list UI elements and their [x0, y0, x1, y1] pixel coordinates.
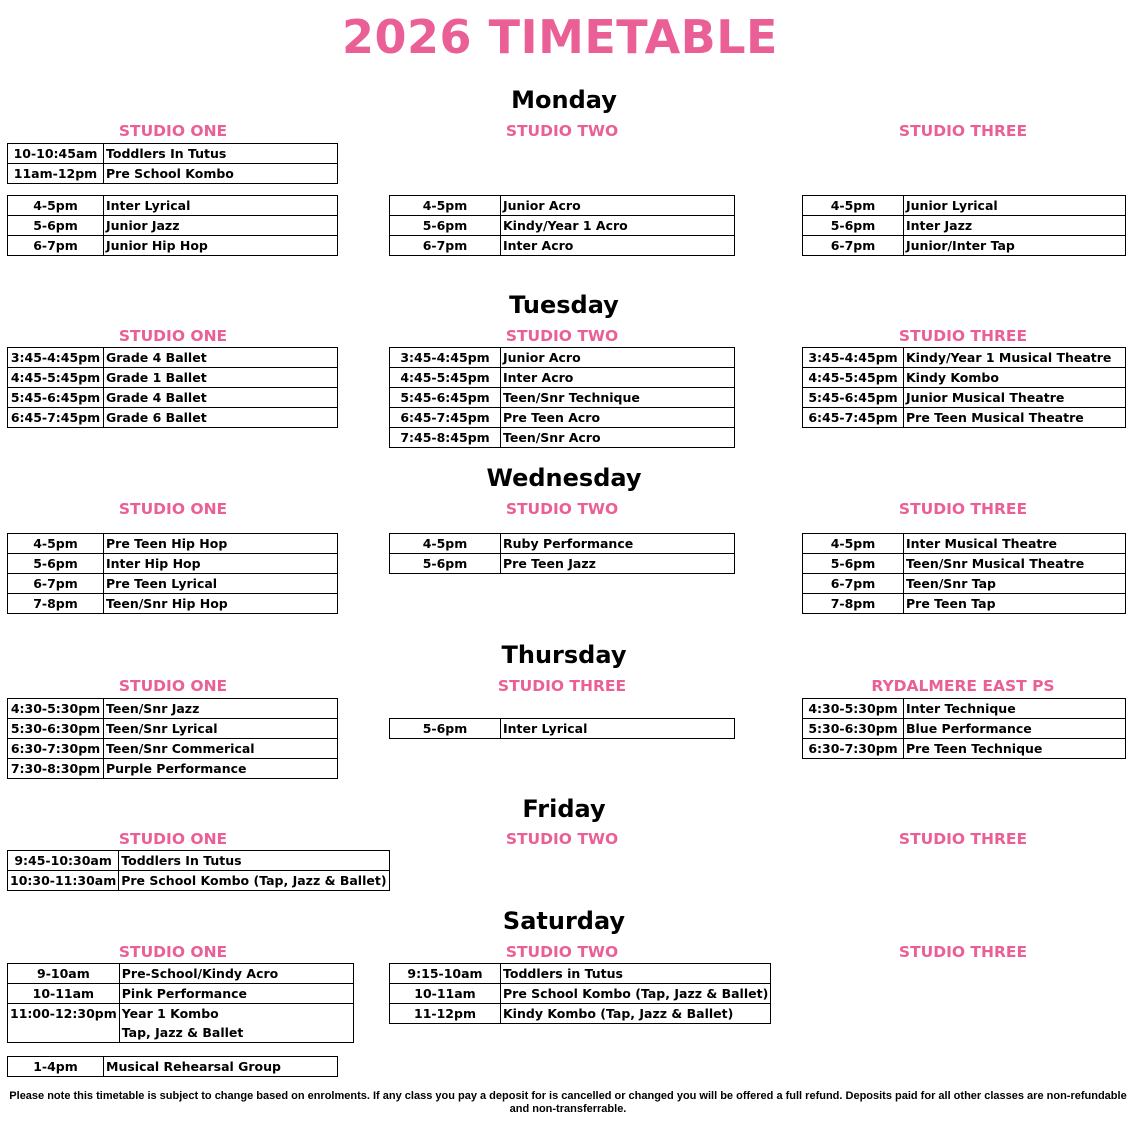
studio-heading: STUDIO TWO — [505, 830, 619, 848]
class-name: Kindy/Year 1 Acro — [501, 216, 735, 236]
class-name: Inter Acro — [501, 368, 735, 388]
day-heading-friday: Friday — [522, 795, 606, 823]
table-row — [8, 196, 338, 216]
table-row — [8, 164, 338, 184]
class-name: Pre Teen Hip Hop — [104, 534, 338, 554]
class-time: 4:30-5:30pm — [803, 699, 904, 719]
day-heading-tuesday: Tuesday — [509, 291, 619, 319]
day-heading-monday: Monday — [511, 86, 617, 114]
class-time: 6-7pm — [803, 236, 904, 256]
class-name: Pre School Kombo (Tap, Jazz & Ballet) — [501, 984, 771, 1004]
table-row — [803, 388, 1126, 408]
class-name: Toddlers In Tutus — [104, 144, 338, 164]
class-name: Pre-School/Kindy Acro — [119, 964, 353, 984]
class-time: 3:45-4:45pm — [390, 348, 501, 368]
class-time: 5-6pm — [390, 554, 501, 574]
table-row — [803, 348, 1126, 368]
class-time: 5-6pm — [390, 216, 501, 236]
class-time: 6:45-7:45pm — [390, 408, 501, 428]
table-row — [390, 368, 735, 388]
class-time: 4:30-5:30pm — [8, 699, 104, 719]
class-time: 5-6pm — [8, 216, 104, 236]
class-name: Pre Teen Lyrical — [104, 574, 338, 594]
class-name: Teen/Snr Hip Hop — [104, 594, 338, 614]
class-time: 6-7pm — [8, 574, 104, 594]
table-row — [803, 554, 1126, 574]
class-time: 5-6pm — [803, 216, 904, 236]
class-time: 9:15-10am — [390, 964, 501, 984]
class-time: 6:30-7:30pm — [8, 739, 104, 759]
table-row — [8, 851, 390, 871]
table-row — [390, 388, 735, 408]
schedule-table — [389, 963, 771, 1024]
class-name: Toddlers in Tutus — [501, 964, 771, 984]
table-row — [390, 534, 735, 554]
class-name: Toddlers In Tutus — [119, 851, 389, 871]
table-row — [390, 428, 735, 448]
studio-heading: STUDIO TWO — [505, 327, 619, 345]
class-name: Inter Hip Hop — [104, 554, 338, 574]
table-row — [8, 594, 338, 614]
class-name: Junior/Inter Tap — [904, 236, 1126, 256]
table-row — [390, 216, 735, 236]
table-row — [8, 719, 338, 739]
table-row — [8, 871, 390, 891]
table-row — [803, 534, 1126, 554]
class-name: Grade 6 Ballet — [104, 408, 338, 428]
class-time: 7:45-8:45pm — [390, 428, 501, 448]
class-time: 10-11am — [390, 984, 501, 1004]
table-row — [390, 554, 735, 574]
class-time: 5:45-6:45pm — [390, 388, 501, 408]
class-name: Teen/Snr Commerical — [104, 739, 338, 759]
studio-heading: STUDIO ONE — [118, 500, 228, 518]
schedule-table — [389, 195, 735, 256]
schedule-table — [7, 698, 338, 779]
class-time: 5-6pm — [803, 554, 904, 574]
class-name: Pre Teen Technique — [904, 739, 1126, 759]
class-time: 7-8pm — [803, 594, 904, 614]
table-row — [803, 719, 1126, 739]
schedule-table — [7, 533, 338, 614]
class-name: Kindy/Year 1 Musical Theatre — [904, 348, 1126, 368]
class-time: 4:45-5:45pm — [8, 368, 104, 388]
class-time: 6-7pm — [8, 236, 104, 256]
table-row — [8, 368, 338, 388]
class-time: 10-10:45am — [8, 144, 104, 164]
class-name: Teen/Snr Tap — [904, 574, 1126, 594]
schedule-table — [802, 698, 1126, 759]
class-time: 4-5pm — [390, 534, 501, 554]
class-name: Purple Performance — [104, 759, 338, 779]
schedule-table — [802, 347, 1126, 428]
class-name: Junior Acro — [501, 348, 735, 368]
studio-heading: RYDALMERE EAST PS — [871, 677, 1055, 695]
schedule-table — [7, 963, 354, 1043]
class-name: Pre Teen Jazz — [501, 554, 735, 574]
table-row — [8, 554, 338, 574]
class-time: 11am-12pm — [8, 164, 104, 184]
table-row — [390, 196, 735, 216]
page-title: 2026 TIMETABLE — [342, 10, 778, 64]
table-row — [8, 348, 338, 368]
class-name: Inter Jazz — [904, 216, 1126, 236]
table-row — [390, 236, 735, 256]
studio-heading: STUDIO ONE — [118, 830, 228, 848]
disclaimer-note: Please note this timetable is subject to change based on enrolments. If any class you pay a deposit for is cancelled or changed you will be offered a full refund. Deposits paid for all other classes are non-refundable and non-transferrable. — [9, 1090, 1127, 1115]
class-name: Pre Teen Tap — [904, 594, 1126, 614]
class-time: 10-11am — [8, 984, 120, 1004]
day-heading-thursday: Thursday — [501, 641, 627, 669]
schedule-table — [7, 195, 338, 256]
schedule-table — [7, 850, 390, 891]
class-name: Junior Lyrical — [904, 196, 1126, 216]
class-time: 6:45-7:45pm — [8, 408, 104, 428]
class-name: Inter Acro — [501, 236, 735, 256]
class-time: 4-5pm — [803, 196, 904, 216]
table-row — [803, 408, 1126, 428]
table-row — [803, 699, 1126, 719]
class-name: Pre Teen Acro — [501, 408, 735, 428]
schedule-table — [389, 347, 735, 448]
class-name: Musical Rehearsal Group — [104, 1057, 338, 1077]
class-time: 6-7pm — [803, 574, 904, 594]
table-row — [8, 574, 338, 594]
class-time: 4-5pm — [390, 196, 501, 216]
class-time: 5:30-6:30pm — [8, 719, 104, 739]
table-row — [390, 408, 735, 428]
table-row — [390, 984, 771, 1004]
table-row — [803, 739, 1126, 759]
table-row — [8, 408, 338, 428]
class-name: Pre School Kombo — [104, 164, 338, 184]
class-name: Blue Performance — [904, 719, 1126, 739]
class-name: Teen/Snr Musical Theatre — [904, 554, 1126, 574]
studio-heading: STUDIO ONE — [118, 677, 228, 695]
table-row — [803, 368, 1126, 388]
class-name: Inter Lyrical — [501, 719, 735, 739]
class-name: Pre Teen Musical Theatre — [904, 408, 1126, 428]
day-heading-saturday: Saturday — [502, 907, 626, 935]
studio-heading: STUDIO ONE — [118, 327, 228, 345]
studio-heading: STUDIO ONE — [118, 122, 228, 140]
studio-heading: STUDIO THREE — [898, 500, 1028, 518]
studio-heading: STUDIO THREE — [898, 327, 1028, 345]
class-name: Grade 1 Ballet — [104, 368, 338, 388]
studio-heading: STUDIO THREE — [898, 943, 1028, 961]
class-name: Junior Hip Hop — [104, 236, 338, 256]
studio-heading: STUDIO TWO — [505, 500, 619, 518]
table-row — [8, 759, 338, 779]
table-row — [803, 216, 1126, 236]
table-row — [8, 739, 338, 759]
class-name: Teen/Snr Acro — [501, 428, 735, 448]
class-time: 5-6pm — [390, 719, 501, 739]
class-time: 4-5pm — [8, 196, 104, 216]
class-name: Pink Performance — [119, 984, 353, 1004]
class-time: 5:30-6:30pm — [803, 719, 904, 739]
class-time: 3:45-4:45pm — [8, 348, 104, 368]
table-row — [8, 388, 338, 408]
studio-heading: STUDIO ONE — [118, 943, 228, 961]
studio-heading: STUDIO THREE — [898, 122, 1028, 140]
class-name: Teen/Snr Jazz — [104, 699, 338, 719]
class-time: 4-5pm — [8, 534, 104, 554]
class-name: Year 1 Kombo Tap, Jazz & Ballet — [119, 1004, 353, 1043]
class-time: 10:30-11:30am — [8, 871, 119, 891]
table-row — [8, 1057, 338, 1077]
schedule-table — [389, 718, 735, 739]
studio-heading: STUDIO THREE — [497, 677, 627, 695]
schedule-table — [7, 143, 338, 184]
schedule-table — [7, 347, 338, 428]
table-row — [390, 719, 735, 739]
studio-heading: STUDIO THREE — [898, 830, 1028, 848]
class-name: Junior Acro — [501, 196, 735, 216]
table-row — [803, 236, 1126, 256]
class-name: Inter Musical Theatre — [904, 534, 1126, 554]
table-row — [8, 144, 338, 164]
class-time: 7:30-8:30pm — [8, 759, 104, 779]
schedule-table — [802, 533, 1126, 614]
class-time: 6:45-7:45pm — [803, 408, 904, 428]
table-row — [803, 196, 1126, 216]
class-time: 4-5pm — [803, 534, 904, 554]
class-name: Grade 4 Ballet — [104, 348, 338, 368]
class-name: Kindy Kombo (Tap, Jazz & Ballet) — [501, 1004, 771, 1024]
table-row — [390, 348, 735, 368]
table-row — [8, 699, 338, 719]
class-time: 6:30-7:30pm — [803, 739, 904, 759]
table-row — [8, 236, 338, 256]
class-time: 5:45-6:45pm — [8, 388, 104, 408]
class-name: Junior Musical Theatre — [904, 388, 1126, 408]
class-name: Grade 4 Ballet — [104, 388, 338, 408]
class-time: 9:45-10:30am — [8, 851, 119, 871]
schedule-table — [802, 195, 1126, 256]
class-name: Kindy Kombo — [904, 368, 1126, 388]
table-row — [803, 594, 1126, 614]
table-row — [8, 534, 338, 554]
class-name: Inter Lyrical — [104, 196, 338, 216]
class-name: Junior Jazz — [104, 216, 338, 236]
class-time: 1-4pm — [8, 1057, 104, 1077]
day-heading-wednesday: Wednesday — [486, 464, 642, 492]
class-name: Pre School Kombo (Tap, Jazz & Ballet) — [119, 871, 389, 891]
schedule-table — [7, 1056, 338, 1077]
table-row — [803, 574, 1126, 594]
class-name: Inter Technique — [904, 699, 1126, 719]
table-row — [390, 1004, 771, 1024]
table-row — [8, 216, 338, 236]
table-row — [8, 1004, 354, 1043]
table-row — [8, 964, 354, 984]
table-row — [390, 964, 771, 984]
class-name: Teen/Snr Technique — [501, 388, 735, 408]
class-time: 3:45-4:45pm — [803, 348, 904, 368]
class-time: 5-6pm — [8, 554, 104, 574]
class-time: 6-7pm — [390, 236, 501, 256]
studio-heading: STUDIO TWO — [505, 122, 619, 140]
class-name: Teen/Snr Lyrical — [104, 719, 338, 739]
class-time: 11:00-12:30pm — [8, 1004, 120, 1043]
studio-heading: STUDIO TWO — [505, 943, 619, 961]
class-time: 9-10am — [8, 964, 120, 984]
class-time: 5:45-6:45pm — [803, 388, 904, 408]
class-time: 4:45-5:45pm — [803, 368, 904, 388]
class-time: 11-12pm — [390, 1004, 501, 1024]
schedule-table — [389, 533, 735, 574]
class-time: 7-8pm — [8, 594, 104, 614]
class-time: 4:45-5:45pm — [390, 368, 501, 388]
class-name: Ruby Performance — [501, 534, 735, 554]
table-row — [8, 984, 354, 1004]
